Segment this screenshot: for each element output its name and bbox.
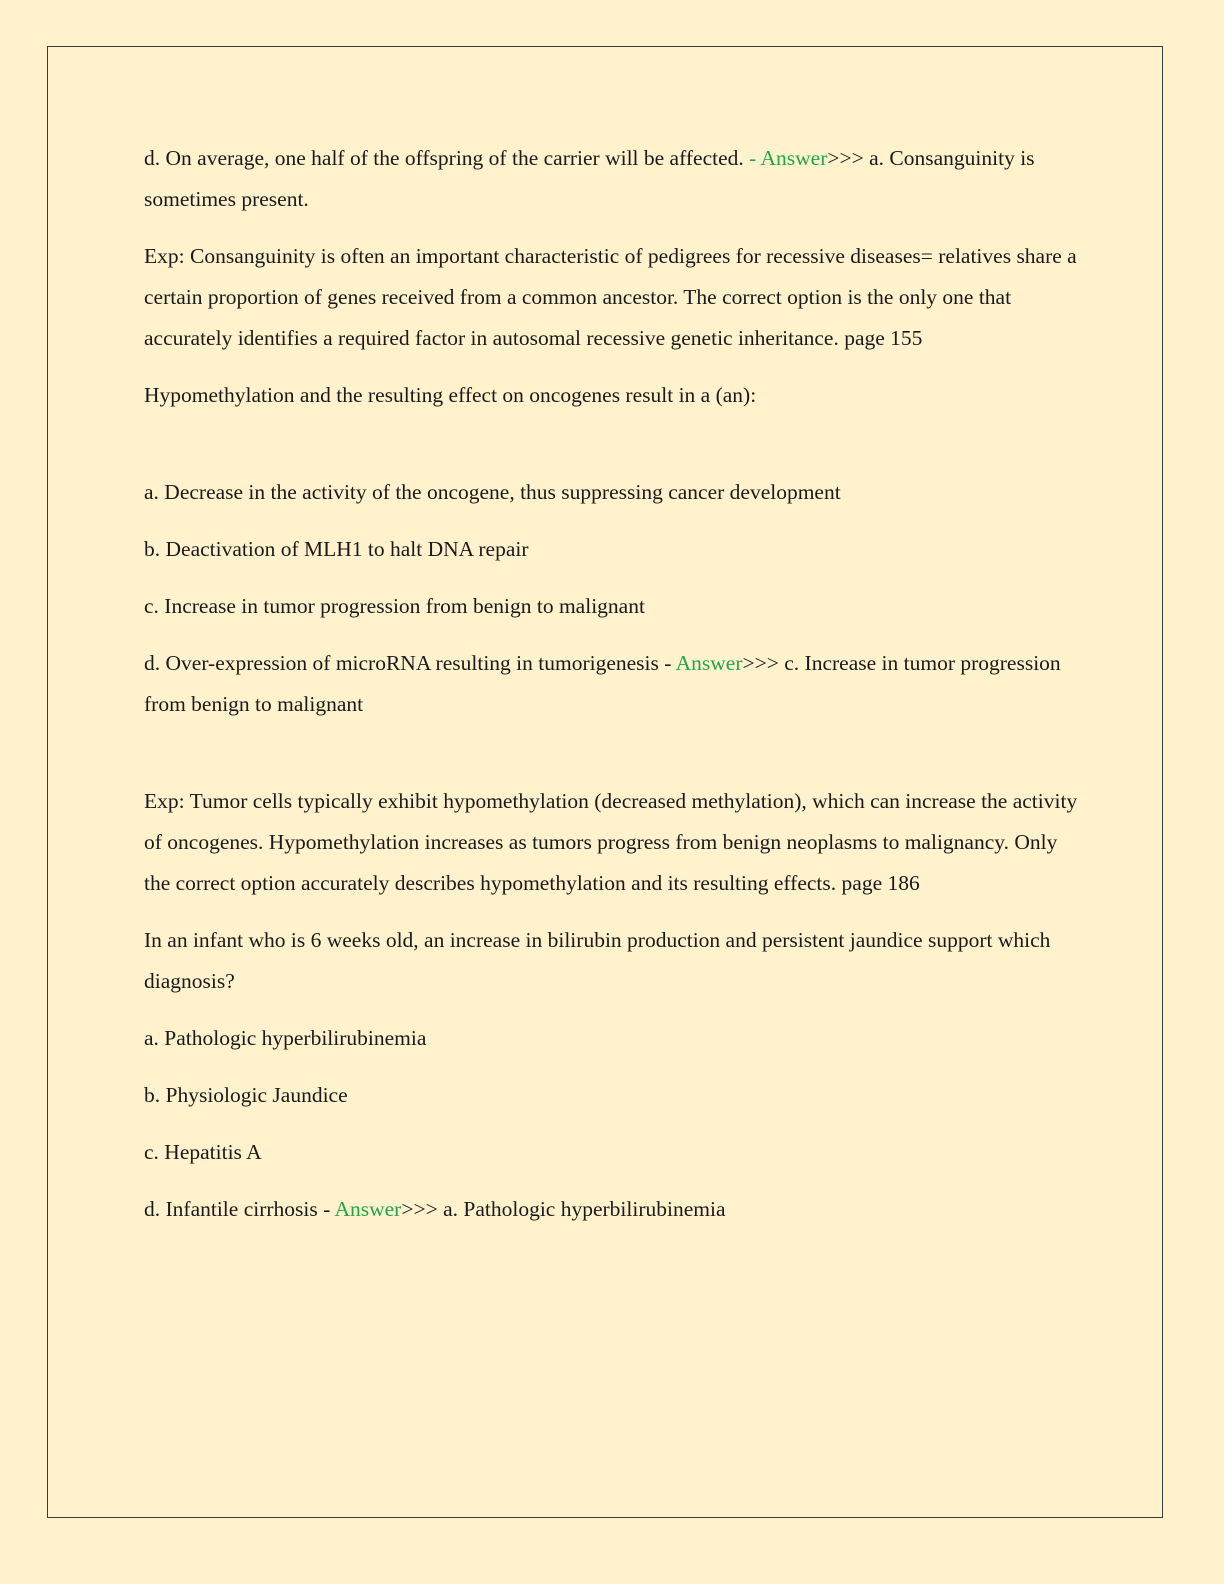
- q3-option-a: a. Pathologic hyperbilirubinemia: [144, 1026, 427, 1050]
- answer-label: - Answer: [749, 146, 828, 170]
- q1-explanation: Exp: Consanguinity is often an important characteristic of pedigrees for recessive diseases= relatives share a certain proportion of genes received from a common ancestor. The correct option is the only one that accurately identifies a required factor in autosomal recessive genetic inheritance. page 155: [144, 244, 1077, 350]
- q2-option-d-answer: [144, 643, 1080, 725]
- option-text: d. Over-expression of microRNA resulting in tumorigenesis -: [144, 651, 676, 675]
- q3-option-c: c. Hepatitis A: [144, 1140, 262, 1164]
- answer-label: Answer: [675, 651, 743, 675]
- q3-option-d-answer: [144, 1189, 1080, 1230]
- q2-option-a: a. Decrease in the activity of the oncogene, thus suppressing cancer development: [144, 480, 841, 504]
- q2-option-c: c. Increase in tumor progression from benign to malignant: [144, 594, 645, 618]
- document-body: [144, 138, 1080, 1246]
- q2-option-b: b. Deactivation of MLH1 to halt DNA repair: [144, 537, 529, 561]
- option-text: d. On average, one half of the offspring of the carrier will be affected.: [144, 146, 750, 170]
- q3-option-b: b. Physiologic Jaundice: [144, 1083, 348, 1107]
- q3-question: In an infant who is 6 weeks old, an increase in bilirubin production and persistent jaundice support which diagnosis?: [144, 928, 1051, 993]
- answer-text: >>> a. Pathologic hyperbilirubinemia: [401, 1197, 726, 1221]
- answer-label: Answer: [334, 1197, 402, 1221]
- option-text: d. Infantile cirrhosis -: [144, 1197, 335, 1221]
- q1-option-d-answer: [144, 138, 1080, 220]
- answer-text: >>> c. Increase in tumor progression from benign to malignant: [144, 651, 1061, 716]
- q2-question: Hypomethylation and the resulting effect on oncogenes result in a (an):: [144, 383, 757, 407]
- q2-explanation: Exp: Tumor cells typically exhibit hypomethylation (decreased methylation), which can increase the activity of oncogenes. Hypomethylation increases as tumors progress from benign neoplasms to malignancy. Only the correct option accurately describes hypomethylation and its resulting effects. page 186: [144, 789, 1078, 895]
- answer-text: >>> a. Consanguinity is sometimes present.: [144, 146, 1035, 211]
